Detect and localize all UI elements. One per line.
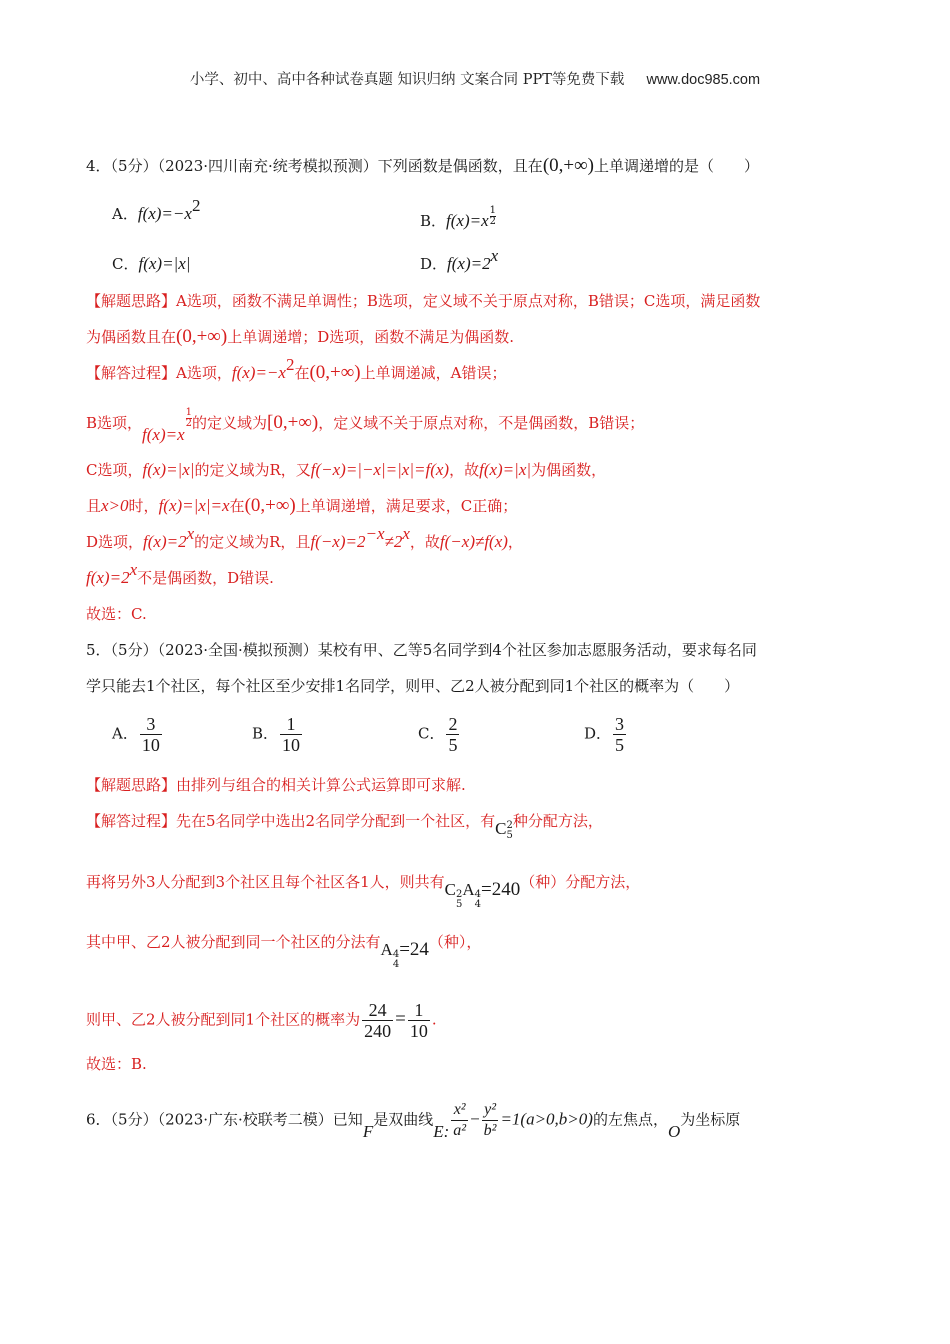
q6-stem: 6．（5分）（2023·广东·校联考二模）已知F是双曲线E: $\frac{\text{x²}}{\text{a²}}$ − $\frac{\text{y²}}{\text{b²}}$ =1(a>0,b>0)的左焦点，O为坐标原 [86,1101,741,1141]
q5-process-line-1: 【解答过程】先在5名同学中选出2名同学分配到一个社区，有C 2 5 种分配方法， [86,812,603,841]
q5-process-line-3: 其中甲、乙2人被分配到同一个社区的分法有A 4 4 =24（种）， [86,933,482,970]
q4-option-b: B．f(x)=x $\frac{1}{2}$ [420,205,497,230]
q5-stem-line-1: 5．（5分）（2023·全国·模拟预测）某校有甲、乙等5名同学到4个社区参加志愿服务活动，要求每名同 [86,641,757,659]
q4-answer: 故选：C. [86,605,147,623]
page-header [0,68,950,89]
q4-process-line-2: B选项，f(x)=x $\frac{1}{2}$ 的定义域为[0,+∞)，定义域不关于原点对称，不是偶函数，B错误； [86,407,645,444]
header-url: www.doc985.com [646,72,761,88]
q5-option-c: C． $\frac{2}{5}$ [418,714,458,755]
q5-option-d: D． $\frac{3}{5}$ [584,714,625,755]
q4-stem: 4．（5分）（2023·四川南充·统考模拟预测）下列函数是偶函数，且在(0,+∞)上单调递增的是（ ） [86,155,759,176]
q4-process-line-4: 且x>0时，f(x)=|x|=x在(0,+∞)上单调递增，满足要求，C正确； [86,495,518,516]
q5-option-b: B． $\frac{1}{10}$ [252,714,301,755]
header-text: 小学、初中、高中各种试卷真题 知识归纳 文案合同 PPT等免费下载 [189,72,625,88]
q4-process-line-1: 【解答过程】A选项，$f(x)=-x^2$在(0,+∞)上单调递减，A错误； [86,355,507,383]
q4-option-d: D．$f(x)=2^x$ [420,246,499,273]
q4-process-line-5: D选项，$f(x)=2^x$的定义域为R，且$f(-x)=2^{-x}\ne 2^x$，故f(−x)≠f(x)， [86,524,523,551]
q5-process-line-4: 则甲、乙2人被分配到同1个社区的概率为 $\frac{24}{240}$ = $\frac{1}{10}$ . [86,1000,437,1041]
q5-stem-line-2: 学只能去1个社区，每个社区至少安排1名同学，则甲、乙2人被分配到同1个社区的概率为（ ） [86,677,740,695]
q4-option-c: C．f(x)=|x| [112,254,191,273]
q5-process-line-2: 再将另外3人分配到3个社区且每个社区各1人，则共有C 2 5 A 4 4 =240（种）分配方法， [86,873,641,910]
q5-solution-idea: 【解题思路】由排列与组合的相关计算公式运算即可求解. [86,776,466,794]
q5-answer: 故选：B. [86,1055,147,1073]
q4-solution-idea-cont: 为偶函数且在(0,+∞)上单调递增；D选项，函数不满足为偶函数. [86,326,514,347]
q4-process-line-3: C选项，f(x)=|x|的定义域为R，又f(−x)=|−x|=|x|=f(x)，故f(x)=|x|为偶函数， [86,460,607,479]
q4-solution-idea: 【解题思路】A选项，函数不满足单调性；B选项，定义域不关于原点对称，B错误；C选项，满足函数 [86,292,761,310]
q4-process-line-6: $f(x)=2^x$不是偶函数，D错误. [86,560,274,587]
q5-option-a: A． $\frac{3}{10}$ [112,714,160,755]
q4-option-a: A．$f(x)=-x^2$ [112,196,201,223]
